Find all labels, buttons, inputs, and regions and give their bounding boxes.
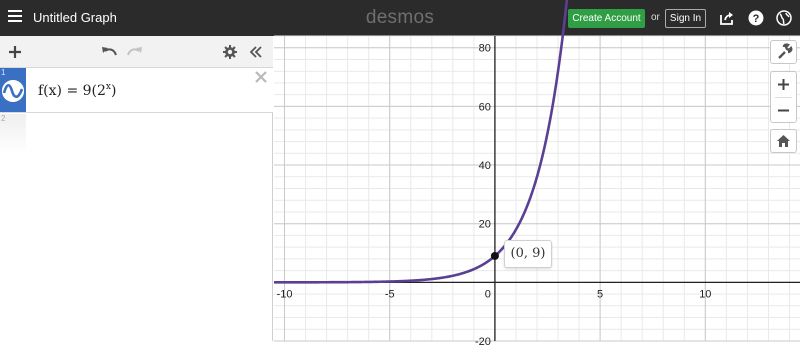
globe-icon[interactable] bbox=[776, 10, 792, 26]
expression-row-empty[interactable] bbox=[0, 114, 273, 154]
or-text: or bbox=[651, 12, 660, 23]
undo-icon[interactable] bbox=[101, 45, 117, 59]
y-tick-label: 40 bbox=[478, 160, 491, 173]
y-tick-label: 80 bbox=[478, 42, 491, 55]
zoom-out-icon[interactable] bbox=[771, 98, 796, 123]
x-tick-label: -5 bbox=[384, 288, 395, 301]
create-account-button[interactable]: Create Account bbox=[568, 9, 645, 28]
graph-paper[interactable] bbox=[274, 36, 800, 346]
home-icon bbox=[771, 130, 796, 152]
expression-formula[interactable]: $f(x) = 9(2^x)$ bbox=[38, 82, 117, 99]
graph-canvas[interactable] bbox=[274, 36, 800, 346]
y-tick-label: -20 bbox=[475, 336, 491, 346]
graph-style-icon[interactable] bbox=[2, 80, 24, 102]
zoom-controls bbox=[770, 71, 797, 123]
zoom-in-icon[interactable] bbox=[771, 72, 796, 97]
expression-color-tab[interactable] bbox=[0, 68, 26, 112]
sign-in-button[interactable]: Sign In bbox=[665, 9, 706, 28]
default-viewport-button[interactable] bbox=[770, 129, 797, 153]
expression-row[interactable] bbox=[0, 68, 273, 113]
share-icon[interactable] bbox=[719, 10, 735, 26]
x-tick-label: 0 bbox=[484, 288, 491, 301]
x-tick-label: 5 bbox=[597, 288, 604, 301]
y-tick-label: 20 bbox=[478, 218, 491, 231]
expression-index: 2 bbox=[1, 114, 6, 123]
settings-gear-icon[interactable] bbox=[223, 45, 237, 59]
top-bar bbox=[0, 0, 800, 36]
graph-settings-button[interactable] bbox=[770, 40, 797, 64]
y-intercept-point bbox=[491, 252, 499, 260]
expression-list bbox=[0, 36, 273, 341]
point-label[interactable]: (0, 9) bbox=[504, 240, 552, 268]
y-tick-label: 60 bbox=[478, 101, 491, 114]
delete-expression-icon[interactable] bbox=[254, 70, 268, 84]
expression-toolbar bbox=[0, 36, 273, 68]
x-tick-label: -10 bbox=[276, 288, 293, 301]
collapse-panel-icon[interactable] bbox=[249, 45, 263, 59]
add-expression-icon[interactable] bbox=[8, 45, 22, 59]
svg-text:?: ? bbox=[752, 13, 760, 26]
x-tick-label: 10 bbox=[699, 288, 712, 301]
menu-icon[interactable] bbox=[8, 10, 22, 24]
graph-title[interactable]: Untitled Graph bbox=[33, 10, 117, 25]
help-icon[interactable] bbox=[748, 10, 764, 26]
desmos-logo: desmos bbox=[365, 7, 435, 28]
redo-icon[interactable] bbox=[127, 45, 143, 59]
wrench-icon bbox=[771, 41, 796, 63]
expression-index: 1 bbox=[1, 68, 6, 77]
expression-color-tab bbox=[0, 114, 26, 154]
